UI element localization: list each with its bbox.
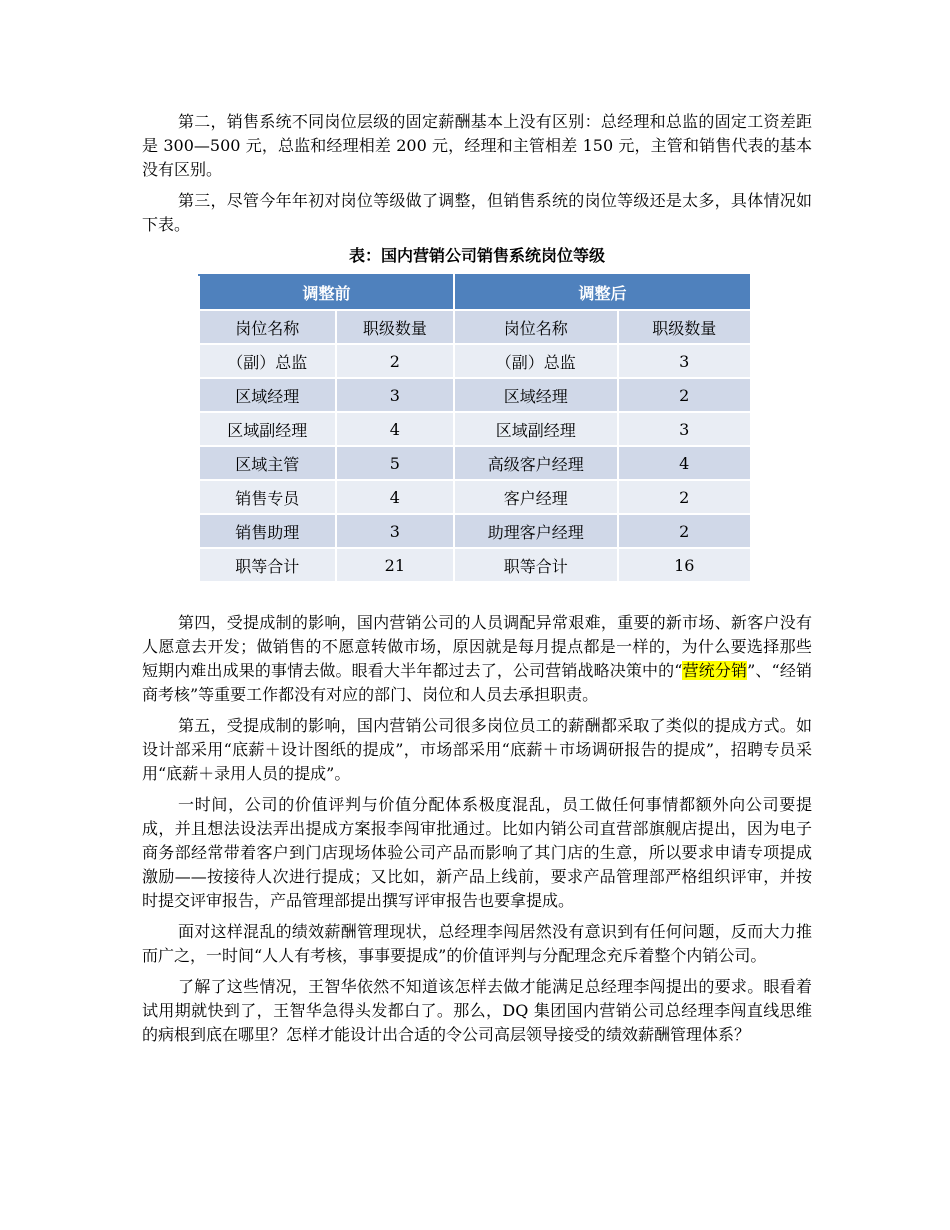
table-cell: 2 [336,344,455,378]
table-cell: 4 [618,446,751,480]
table-cell: 2 [618,378,751,412]
table-cell: 职等合计 [199,548,336,582]
table-cell: 4 [336,412,455,446]
table-cell: 区域副经理 [454,412,617,446]
table-cell: （副）总监 [454,344,617,378]
table-row [199,378,751,412]
table-cell: 2 [618,480,751,514]
paragraph-third: 第三，尽管今年年初对岗位等级做了调整，但销售系统的岗位等级还是太多，具体情况如下表。 [142,191,812,234]
table-cell: 销售专员 [199,480,336,514]
table-cell: 职等合计 [454,548,617,582]
table-cell: 16 [618,548,751,582]
paragraph-fifth: 第五，受提成制的影响，国内营销公司很多岗位员工的薪酬都采取了类似的提成方式。如设计部采用“底薪＋设计图纸的提成”，市场部采用“底薪＋市场调研报告的提成”，招聘专员采用“底薪＋录用人员的提成”。 [142,716,812,783]
table-cell: 3 [336,514,455,548]
header-before: 调整前 [199,275,454,310]
table-cell: 区域副经理 [199,412,336,446]
table-title: 表：国内营销公司销售系统岗位等级 [348,246,605,265]
subheader-cell: 职级数量 [336,310,455,344]
paragraph-management: 面对这样混乱的绩效薪酬管理现状，总经理李闯居然没有意识到有任何问题，反而大力推而广之，一时间“人人有考核，事事要提成”的价值评判与分配理念充斥着整个内销公司。 [142,922,812,965]
table-cell: 21 [336,548,455,582]
paragraph-question: 了解了这些情况，王智华依然不知道该怎样去做才能满足总经理李闯提出的要求。眼看着试用期就快到了，王智华急得头发都白了。那么，DQ 集团国内营销公司总经理李闯直线思维的病根到底在哪里？怎样才能设计出合适的令公司高层领导接受的绩效薪酬管理体系？ [142,977,812,1044]
table-cell: 高级客户经理 [454,446,617,480]
table-header-row [199,275,751,310]
table-cell: 4 [336,480,455,514]
table-cell: （副）总监 [199,344,336,378]
subheader-cell: 岗位名称 [454,310,617,344]
table-cell: 客户经理 [454,480,617,514]
table-cell: 区域主管 [199,446,336,480]
paragraph-second: 第二，销售系统不同岗位层级的固定薪酬基本上没有区别：总经理和总监的固定工资差距是 300—500 元，总监和经理相差 200 元，经理和主管相差 150 元，主管和销售代表的基本没有区别。 [142,112,812,179]
table-cell: 区域经理 [454,378,617,412]
table-subheader-row [199,310,751,344]
table-cell: 3 [336,378,455,412]
table-cell: 助理客户经理 [454,514,617,548]
table-row [199,412,751,446]
subheader-cell: 岗位名称 [199,310,336,344]
subheader-cell: 职级数量 [618,310,751,344]
header-after: 调整后 [454,275,751,310]
table-cell: 销售助理 [199,514,336,548]
paragraph-chaos: 一时间，公司的价值评判与价值分配体系极度混乱，员工做任何事情都额外向公司要提成，并且想法设法弄出提成方案报李闯审批通过。比如内销公司直营部旗舰店提出，因为电子商务部经常带着客户到门店现场体验公司产品而影响了其门店的生意，所以要求申请专项提成激励——按接待人次进行提成；又比如，新产品上线前，要求产品管理部严格组织评审，并按时提交评审报告，产品管理部提出撰写评审报告也要拿提成。 [142,795,812,910]
table-cell: 3 [618,344,751,378]
paragraph-fourth [142,611,812,707]
table-row [199,446,751,480]
table-row [199,514,751,548]
position-level-table [198,274,752,583]
paragraph-fourth-text: 第四，受提成制的影响，国内营销公司的人员调配异常艰难，重要的新市场、新客户没有人愿意去开发；做销售的不愿意转做市场，原因就是每月提点都是一样的，为什么要选择那些短期内难出成果的事情去做。眼看大半年都过去了，公司营销战略决策中的“ [142,613,812,680]
table-cell: 3 [618,412,751,446]
document-page [142,110,812,1054]
table-total-row [199,548,751,582]
table-row [199,480,751,514]
highlighted-term: 营统分销 [682,661,748,680]
table-cell: 区域经理 [199,378,336,412]
paragraph-fourth-text-end: ”、“经销商考核”等重要工作都没有对应的部门、岗位和人员去承担职责。 [142,661,812,704]
table-cell: 2 [618,514,751,548]
table-cell: 5 [336,446,455,480]
table-row [199,344,751,378]
